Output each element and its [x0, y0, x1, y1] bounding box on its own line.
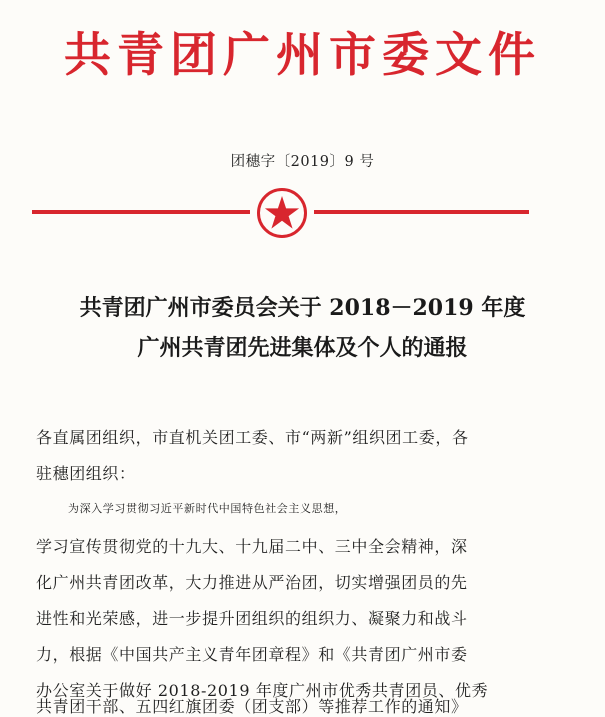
document-number: 团穗字〔2019〕9 号 — [230, 154, 375, 170]
notice-title-line-1: 共青团广州市委员会关于 2018－2019 年度 — [79, 295, 526, 321]
body-line-7: 力，根据《中国共产主义青年团章程》和《共青团广州市委 — [36, 645, 468, 664]
body-line-1: 各直属团组织，市直机关团工委、市“两新”组织团工委，各 — [36, 428, 469, 447]
red-star-emblem-icon — [256, 187, 308, 239]
body-line-4: 学习宣传贯彻党的十九大、十九届二中、三中全会精神，深 — [36, 537, 468, 556]
body-line-5: 化广州共青团改革，大力推进从严治团，切实增强团员的先 — [36, 573, 468, 592]
body-line-3: 为深入学习贯彻习近平新时代中国特色社会主义思想， — [68, 502, 347, 515]
notice-title-line-2: 广州共青团先进集体及个人的通报 — [137, 335, 468, 361]
body-line-8: 办公室关于做好 2018-2019 年度广州市优秀共青团员、优秀 — [36, 681, 489, 700]
red-rule-left — [32, 210, 250, 214]
body-line-6: 进性和光荣感，进一步提升团组织的组织力、凝聚力和战斗 — [36, 609, 468, 628]
body-line-2: 驻穗团组织： — [36, 464, 136, 483]
body-line-9: 共青团干部、五四红旗团委（团支部）等推荐工作的通知》 — [36, 697, 468, 716]
issuing-authority-header: 共青团广州市委文件 — [64, 28, 541, 83]
red-rule-right — [314, 210, 529, 214]
